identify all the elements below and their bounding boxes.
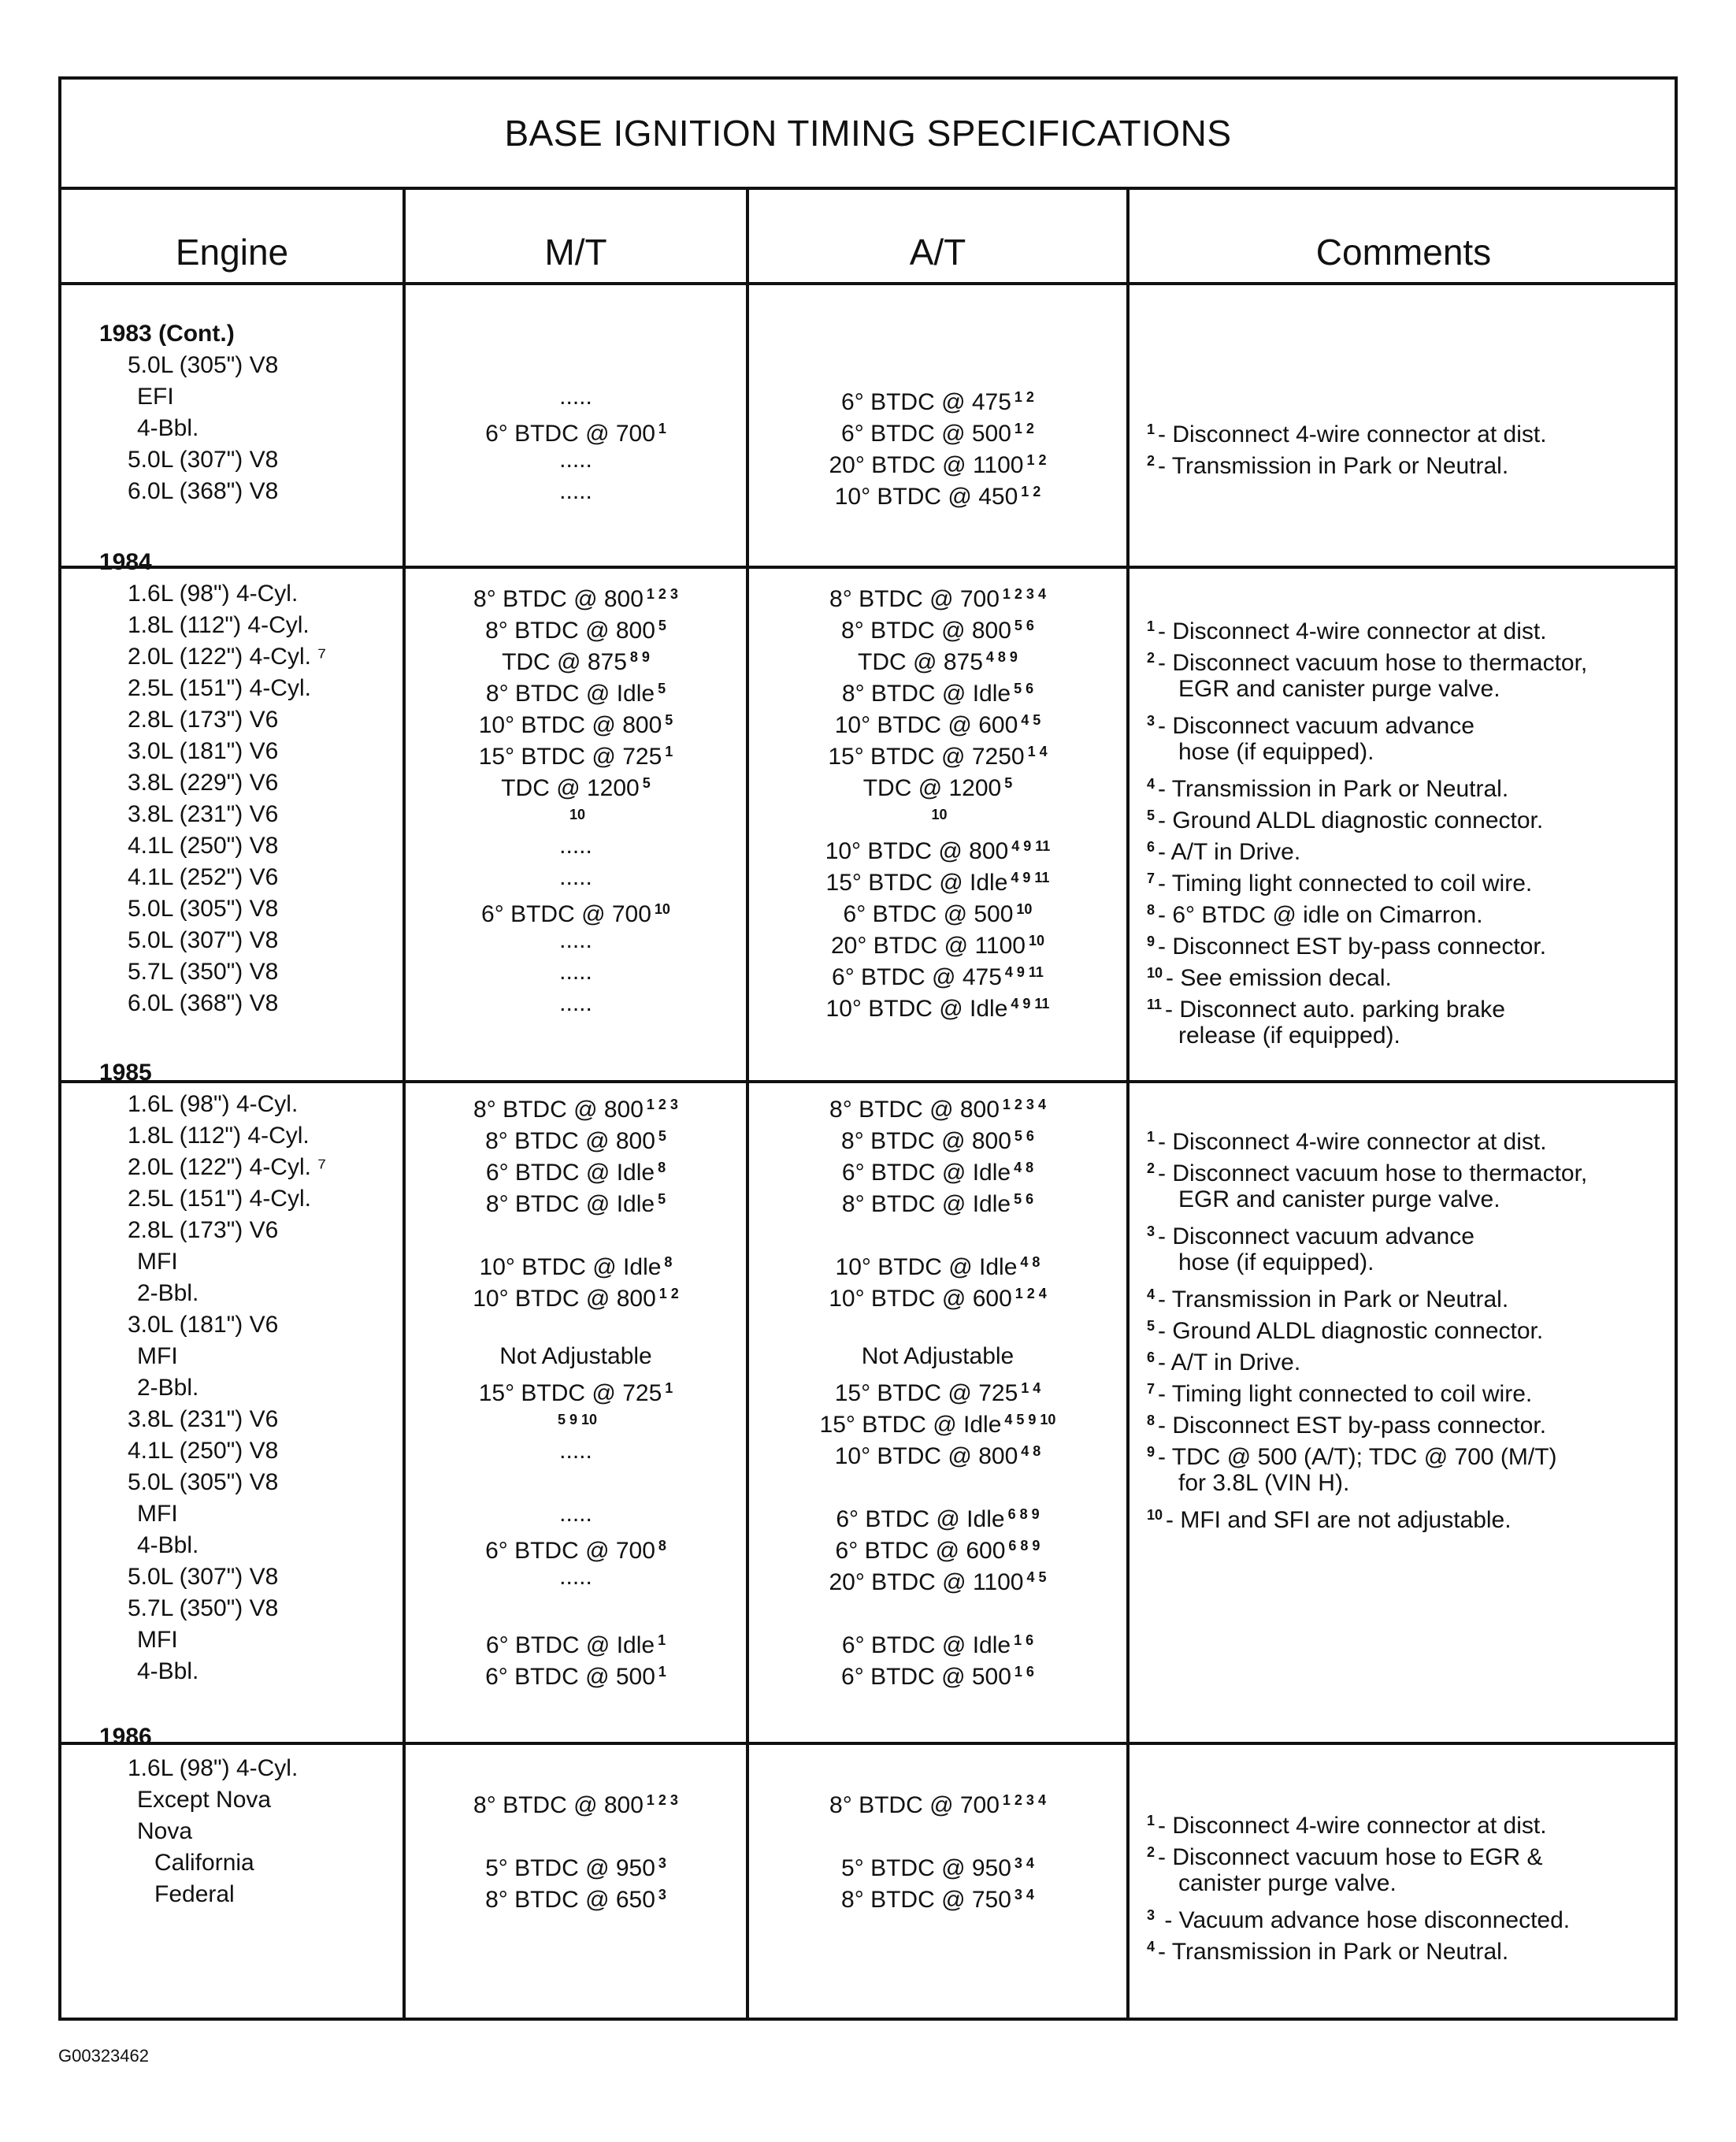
mt-value: TDC @ 875 xyxy=(502,649,627,675)
comment-text: - Disconnect vacuum advance xyxy=(1158,1223,1474,1249)
engine-cell: 4-Bbl. xyxy=(137,1532,199,1558)
comment-text: - Disconnect EST by-pass connector. xyxy=(1158,1413,1547,1439)
footnote-number: 5 xyxy=(1147,1318,1155,1334)
at-value: 6° BTDC @ 500 xyxy=(841,421,1011,447)
comment-text: - Disconnect 4-wire connector at dist. xyxy=(1158,1813,1547,1839)
comment-text: - Disconnect EST by-pass connector. xyxy=(1158,934,1547,960)
footnote-number: 1 xyxy=(1147,421,1155,437)
footnote-ref: 1 xyxy=(665,1380,673,1396)
mt-value: ..... xyxy=(559,384,592,410)
footnote-ref: 1 2 3 4 xyxy=(1002,1097,1046,1112)
mt-cell xyxy=(406,1278,746,1315)
footnote-number: 10 xyxy=(1147,965,1163,981)
footnote-number: 4 xyxy=(1147,776,1155,792)
footnote-ref: 5 9 10 xyxy=(557,1412,598,1427)
footnote-ref: 5 6 xyxy=(1014,1191,1034,1207)
engine-cell: EFI xyxy=(137,384,174,410)
engine-cell: 1.6L (98") 4-Cyl. xyxy=(128,1091,299,1117)
at-value: 20° BTDC @ 1100 xyxy=(830,933,1026,959)
footnote-number: 2 xyxy=(1147,650,1155,666)
footnote-ref: 1 6 xyxy=(1014,1664,1034,1680)
table-title: BASE IGNITION TIMING SPECIFICATIONS xyxy=(61,80,1675,190)
at-value: Not Adjustable xyxy=(861,1343,1015,1369)
at-cell xyxy=(749,1183,1126,1220)
engine-cell: 5.0L (305") V8 xyxy=(128,352,279,378)
comment-text: - Ground ALDL diagnostic connector. xyxy=(1158,807,1544,833)
mt-value: 6° BTDC @ 700 xyxy=(481,901,651,927)
comment-text: - TDC @ 500 (A/T); TDC @ 700 (M/T) xyxy=(1158,1444,1557,1470)
at-value: 10° BTDC @ Idle xyxy=(835,1254,1018,1280)
footnote-ref: 5 6 xyxy=(1014,1128,1034,1144)
at-value: 6° BTDC @ 600 xyxy=(835,1538,1006,1564)
at-value: 8° BTDC @ 800 xyxy=(829,1097,1000,1123)
mt-value: 8° BTDC @ 650 xyxy=(485,1887,655,1913)
footnote-ref: 1 xyxy=(665,744,673,759)
footnote-number: 2 xyxy=(1147,1844,1155,1860)
figure-id: G00323462 xyxy=(58,2046,149,2066)
engine-cell: 1.8L (112") 4-Cyl. xyxy=(128,612,310,638)
footnote-ref: 1 2 3 xyxy=(646,586,678,602)
engine-cell: Except Nova xyxy=(137,1787,272,1813)
mt-value: ..... xyxy=(559,864,592,890)
engine-cell: 5.0L (307") V8 xyxy=(128,1564,279,1590)
footnote-ref: 3 xyxy=(658,1855,666,1871)
footnote-ref: 3 4 xyxy=(1014,1855,1034,1871)
mt-value: 8° BTDC @ 800 xyxy=(473,1792,644,1818)
engine-cell: 4-Bbl. xyxy=(137,1658,199,1684)
section-year: 1984 xyxy=(99,549,152,575)
comment-text: canister purge valve. xyxy=(1178,1870,1397,1896)
at-value: 8° BTDC @ Idle xyxy=(841,681,1011,707)
at-value: 20° BTDC @ 1100 xyxy=(829,1569,1024,1595)
comment-text: hose (if equipped). xyxy=(1178,1249,1374,1275)
mt-value: 6° BTDC @ Idle xyxy=(485,1632,655,1658)
mt-value: Not Adjustable xyxy=(499,1343,652,1369)
engine-cell: 2.8L (173") V6 xyxy=(128,1217,279,1243)
mt-cell xyxy=(406,862,746,893)
footnote-ref: 3 xyxy=(658,1887,666,1903)
comment-text: - Disconnect 4-wire connector at dist. xyxy=(1158,421,1547,447)
mt-cell xyxy=(406,1879,746,1916)
comment-text: - 6° BTDC @ idle on Cimarron. xyxy=(1158,902,1483,928)
engine-cell: 3.0L (181") V6 xyxy=(128,738,279,764)
footnote-ref: 10 xyxy=(1028,933,1045,948)
engine-cell: 5.0L (305") V8 xyxy=(128,1469,279,1495)
footnote-number: 4 xyxy=(1147,1286,1155,1302)
section-divider xyxy=(61,1080,1675,1083)
at-value: 10° BTDC @ 800 xyxy=(825,838,1009,864)
comment-text: - MFI and SFI are not adjustable. xyxy=(1166,1507,1512,1533)
mt-cell xyxy=(406,1656,746,1693)
footnote-ref: 4 9 11 xyxy=(1004,964,1044,980)
footnote-ref: 5 xyxy=(1004,775,1013,791)
at-value: 15° BTDC @ 725 xyxy=(834,1380,1018,1406)
engine-cell: 2.5L (151") 4-Cyl. xyxy=(128,675,311,701)
section-year: 1985 xyxy=(99,1060,152,1086)
footnote-number: 6 xyxy=(1147,1349,1155,1365)
footnote-ref: 5 6 xyxy=(1014,681,1034,696)
footnote-number: 8 xyxy=(1147,1413,1155,1428)
at-value: 6° BTDC @ 500 xyxy=(841,1664,1011,1690)
mt-value: ..... xyxy=(559,833,592,859)
mt-cell xyxy=(406,988,746,1019)
engine-cell: 6.0L (368") V8 xyxy=(128,990,279,1016)
mt-cell xyxy=(406,381,746,413)
at-cell xyxy=(749,1656,1126,1693)
comment-text: - Timing light connected to coil wire. xyxy=(1158,871,1533,897)
footnote-ref: 5 6 xyxy=(1014,618,1034,633)
section-divider xyxy=(61,1742,1675,1745)
engine-cell: 4-Bbl. xyxy=(137,415,199,441)
header-at: A/T xyxy=(909,232,966,273)
footnote-ref: 10 xyxy=(569,807,586,822)
section-year: 1986 xyxy=(99,1724,152,1750)
footnote-number: 1 xyxy=(1147,618,1155,634)
engine-cell: MFI xyxy=(137,1501,178,1527)
mt-value: ..... xyxy=(559,447,592,473)
footnote-ref: 1 2 xyxy=(1021,484,1041,499)
comment-text: - A/T in Drive. xyxy=(1158,839,1301,865)
at-value: 6° BTDC @ 500 xyxy=(843,901,1014,927)
at-value: 6° BTDC @ Idle xyxy=(841,1160,1011,1186)
comment-text: release (if equipped). xyxy=(1178,1023,1400,1049)
section-year: 1983 (Cont.) xyxy=(99,321,235,347)
footnote-ref: 4 8 xyxy=(1021,1443,1041,1459)
section-divider xyxy=(61,566,1675,569)
comment-line xyxy=(1178,1184,1500,1216)
at-value: 8° BTDC @ 700 xyxy=(829,586,1000,612)
mt-value: 10° BTDC @ Idle xyxy=(479,1254,662,1280)
engine-cell: 5.0L (307") V8 xyxy=(128,447,279,473)
footnote-ref: 1 2 3 xyxy=(646,1792,678,1808)
footnote-ref: 4 5 xyxy=(1021,712,1041,728)
engine-cell: 2.8L (173") V6 xyxy=(128,707,279,733)
mt-cell xyxy=(406,956,746,988)
engine-cell: 4.1L (252") V6 xyxy=(128,864,279,890)
footnote-number: 9 xyxy=(1147,1444,1155,1460)
mt-cell xyxy=(406,830,746,862)
mt-cell xyxy=(406,1561,746,1593)
footnote-ref: 5 xyxy=(658,618,666,633)
mt-cell xyxy=(406,1498,746,1530)
mt-value: ..... xyxy=(559,478,592,504)
engine-cell: 1.6L (98") 4-Cyl. xyxy=(128,1755,299,1781)
engine-cell: Nova xyxy=(137,1818,193,1844)
engine-cell: 2-Bbl. xyxy=(137,1375,199,1401)
engine-cell: 5.0L (305") V8 xyxy=(128,896,279,922)
mt-value: 8° BTDC @ Idle xyxy=(485,681,655,707)
mt-value: 5° BTDC @ 950 xyxy=(485,1855,655,1881)
mt-value: TDC @ 1200 xyxy=(501,775,640,801)
comment-text: EGR and canister purge valve. xyxy=(1178,676,1500,702)
footnote-number: 4 xyxy=(1147,1939,1155,1955)
comment-text: - Vacuum advance hose disconnected. xyxy=(1158,1907,1571,1933)
mt-cell xyxy=(406,444,746,476)
footnote-number: 7 xyxy=(1147,871,1155,886)
footnote-number: 1 xyxy=(1147,1129,1155,1145)
at-cell xyxy=(749,1278,1126,1315)
at-value: 8° BTDC @ 700 xyxy=(829,1792,1000,1818)
comment-line xyxy=(1178,1868,1397,1899)
footnote-number: 3 xyxy=(1147,713,1155,729)
footnote-ref: 1 2 3 xyxy=(646,1097,678,1112)
comment-line xyxy=(1147,445,1508,482)
footnote-ref: 1 2 3 4 xyxy=(1002,586,1046,602)
footnote-ref: 8 xyxy=(658,1538,666,1554)
footnote-number: 6 xyxy=(1147,839,1155,855)
footnote-ref: 4 8 9 xyxy=(985,649,1018,665)
footnote-number: 5 xyxy=(1147,807,1155,823)
footnote-ref: 6 8 9 xyxy=(1008,1538,1040,1554)
comment-text: - Ground ALDL diagnostic connector. xyxy=(1158,1318,1544,1344)
footnote-ref: 1 xyxy=(658,1632,666,1648)
footnote-number: 8 xyxy=(1147,902,1155,918)
footnote-ref: 4 5 xyxy=(1026,1569,1047,1585)
footnote-ref: 1 4 xyxy=(1027,744,1048,759)
comment-text: - Disconnect vacuum hose to thermactor, xyxy=(1158,650,1588,676)
at-value: 10° BTDC @ 600 xyxy=(834,712,1018,738)
mt-value: 10° BTDC @ 800 xyxy=(478,712,662,738)
footnote-ref: 4 8 xyxy=(1014,1160,1034,1175)
comment-text: - Transmission in Park or Neutral. xyxy=(1158,1939,1509,1965)
engine-cell: 4.1L (250") V8 xyxy=(128,833,279,859)
footnote-ref: 4 9 11 xyxy=(1011,870,1050,885)
engine-cell: 1.8L (112") 4-Cyl. xyxy=(128,1123,310,1149)
engine-cell: 3.8L (231") V6 xyxy=(128,1406,279,1432)
mt-value: ..... xyxy=(559,990,592,1016)
mt-value: 8° BTDC @ 800 xyxy=(473,1097,644,1123)
mt-value: 6° BTDC @ 700 xyxy=(485,421,655,447)
engine-cell: Federal xyxy=(154,1881,235,1907)
mt-value: 8° BTDC @ Idle xyxy=(485,1191,655,1217)
footnote-ref: 1 6 xyxy=(1014,1632,1034,1648)
at-cell xyxy=(749,1341,1126,1372)
mt-value: 6° BTDC @ Idle xyxy=(485,1160,655,1186)
engine-cell: 4.1L (250") V8 xyxy=(128,1438,279,1464)
mt-value: ..... xyxy=(559,959,592,985)
mt-cell xyxy=(406,1341,746,1372)
engine-cell: 3.8L (229") V6 xyxy=(128,770,279,796)
at-value: TDC @ 875 xyxy=(858,649,983,675)
engine-cell: 5.7L (350") V8 xyxy=(128,959,279,985)
at-value: 6° BTDC @ Idle xyxy=(836,1506,1005,1532)
engine-cell: 3.8L (231") V6 xyxy=(128,801,279,827)
mt-value: 8° BTDC @ 800 xyxy=(485,1128,655,1154)
mt-cell xyxy=(406,1784,746,1821)
engine-cell: MFI xyxy=(137,1627,178,1653)
comment-text: EGR and canister purge valve. xyxy=(1178,1186,1500,1212)
comment-line xyxy=(1147,1499,1512,1536)
at-value: 5° BTDC @ 950 xyxy=(841,1855,1011,1881)
footnote-number: 2 xyxy=(1147,1160,1155,1176)
mt-value: 8° BTDC @ 800 xyxy=(485,618,655,644)
footnote-number: 3 xyxy=(1147,1223,1155,1239)
engine-cell: MFI xyxy=(137,1343,178,1369)
footnote-number: 11 xyxy=(1147,997,1163,1012)
footnote-ref: 5 xyxy=(658,1128,666,1144)
header-comments: Comments xyxy=(1315,232,1492,273)
footnote-ref: 5 xyxy=(658,1191,666,1207)
at-value: 8° BTDC @ 800 xyxy=(841,618,1011,644)
footnote-number: 9 xyxy=(1147,934,1155,949)
at-value: 15° BTDC @ Idle xyxy=(825,870,1008,896)
at-value: 15° BTDC @ Idle xyxy=(819,1412,1002,1438)
footnote-ref: 4 5 9 10 xyxy=(1004,1412,1056,1427)
footnote-ref: 1 4 xyxy=(1021,1380,1041,1396)
comment-line xyxy=(1147,1931,1508,1968)
comment-text: - Disconnect 4-wire connector at dist. xyxy=(1158,618,1547,644)
footnote-ref: 5 xyxy=(642,775,651,791)
comment-text: - See emission decal. xyxy=(1166,965,1392,991)
engine-cell: 3.0L (181") V6 xyxy=(128,1312,279,1338)
comment-line xyxy=(1178,674,1500,705)
footnote-ref: 10 xyxy=(1016,901,1033,917)
engine-cell: 5.0L (307") V8 xyxy=(128,927,279,953)
comment-text: - Transmission in Park or Neutral. xyxy=(1158,776,1509,802)
engine-cell: 2.5L (151") 4-Cyl. xyxy=(128,1186,311,1212)
comment-text: - Disconnect vacuum hose to EGR & xyxy=(1158,1844,1543,1870)
footnote-ref: 1 xyxy=(658,421,666,436)
footnote-ref: 1 2 xyxy=(1014,389,1034,405)
mt-value: 15° BTDC @ 725 xyxy=(478,744,662,770)
comment-text: - Transmission in Park or Neutral. xyxy=(1158,1286,1509,1312)
at-cell xyxy=(749,1879,1126,1916)
footnote-ref: 1 2 xyxy=(658,1286,679,1301)
engine-cell: 1.6L (98") 4-Cyl. xyxy=(128,581,299,607)
at-value: 10° BTDC @ 800 xyxy=(834,1443,1018,1469)
at-value: 20° BTDC @ 1100 xyxy=(829,452,1024,478)
at-cell xyxy=(749,988,1126,1025)
comment-line xyxy=(1178,1247,1374,1279)
footnote-ref: 1 2 xyxy=(1014,421,1034,436)
comment-line xyxy=(1178,737,1374,768)
timing-spec-table xyxy=(58,76,1678,2021)
at-value: 8° BTDC @ Idle xyxy=(841,1191,1011,1217)
footnote-ref: 4 8 xyxy=(1020,1254,1040,1270)
at-value: 6° BTDC @ 475 xyxy=(832,964,1002,990)
comment-text: - Disconnect vacuum hose to thermactor, xyxy=(1158,1160,1588,1186)
at-value: 6° BTDC @ Idle xyxy=(841,1632,1011,1658)
footnote-number: 7 xyxy=(1147,1381,1155,1397)
engine-cell: 2.0L (122") 4-Cyl. ⁷ xyxy=(128,1154,327,1180)
engine-cell: 6.0L (368") V8 xyxy=(128,478,279,504)
mt-value: 10° BTDC @ 800 xyxy=(473,1286,656,1312)
mt-value: 6° BTDC @ 500 xyxy=(485,1664,655,1690)
footnote-ref: 10 xyxy=(654,901,670,917)
comment-text: - Disconnect 4-wire connector at dist. xyxy=(1158,1129,1547,1155)
footnote-ref: 1 2 4 xyxy=(1015,1286,1047,1301)
at-value: 10° BTDC @ 450 xyxy=(834,484,1018,510)
mt-value: 8° BTDC @ 800 xyxy=(473,586,644,612)
mt-value: ..... xyxy=(559,1438,592,1464)
footnote-number: 3 xyxy=(1147,1907,1155,1923)
at-value: 6° BTDC @ 475 xyxy=(841,389,1011,415)
footnote-ref: 4 9 11 xyxy=(1011,996,1050,1012)
comment-text: for 3.8L (VIN H). xyxy=(1178,1470,1350,1496)
footnote-ref: 8 9 xyxy=(629,649,650,665)
footnote-ref: 1 2 3 4 xyxy=(1002,1792,1046,1808)
at-value: 15° BTDC @ 7250 xyxy=(828,744,1025,770)
engine-cell: 2-Bbl. xyxy=(137,1280,199,1306)
at-value: 8° BTDC @ 750 xyxy=(841,1887,1011,1913)
mt-value: 15° BTDC @ 725 xyxy=(478,1380,662,1406)
at-cell xyxy=(749,1435,1126,1472)
comment-text: - Disconnect auto. parking brake xyxy=(1165,997,1505,1023)
comment-text: - A/T in Drive. xyxy=(1158,1349,1301,1375)
comment-text: - Timing light connected to coil wire. xyxy=(1158,1381,1533,1407)
footnote-ref: 8 xyxy=(658,1160,666,1175)
mt-cell xyxy=(406,1183,746,1220)
footnote-ref: 5 xyxy=(658,681,666,696)
header-mt: M/T xyxy=(544,232,607,273)
engine-cell: MFI xyxy=(137,1249,178,1275)
comment-line xyxy=(1178,1020,1400,1052)
engine-cell: California xyxy=(154,1850,254,1876)
footnote-number: 2 xyxy=(1147,453,1155,469)
footnote-number: 10 xyxy=(1147,1507,1163,1523)
engine-cell: 2.0L (122") 4-Cyl. ⁷ xyxy=(128,644,327,670)
at-value: TDC @ 1200 xyxy=(862,775,1002,801)
mt-cell xyxy=(406,1435,746,1467)
mt-value: 6° BTDC @ 700 xyxy=(485,1538,655,1564)
at-value: 8° BTDC @ 800 xyxy=(841,1128,1011,1154)
mt-cell xyxy=(406,476,746,507)
footnote-number: 1 xyxy=(1147,1813,1155,1828)
mt-value: ..... xyxy=(559,927,592,953)
header-engine: Engine xyxy=(175,232,289,273)
comment-text: - Transmission in Park or Neutral. xyxy=(1158,453,1509,479)
at-cell xyxy=(749,1561,1126,1598)
mt-value: ..... xyxy=(559,1564,592,1590)
comment-text: hose (if equipped). xyxy=(1178,739,1374,765)
footnote-ref: 3 4 xyxy=(1014,1887,1034,1903)
comment-text: - Disconnect vacuum advance xyxy=(1158,713,1474,739)
footnote-ref: 1 2 xyxy=(1026,452,1047,468)
footnote-ref: 10 xyxy=(931,807,948,822)
footnote-ref: 4 9 11 xyxy=(1011,838,1051,854)
footnote-ref: 6 8 9 xyxy=(1007,1506,1040,1522)
mt-cell xyxy=(406,925,746,956)
at-cell xyxy=(749,1784,1126,1821)
at-value: 10° BTDC @ Idle xyxy=(825,996,1008,1022)
footnote-ref: 8 xyxy=(664,1254,673,1270)
at-cell xyxy=(749,476,1126,513)
footnote-ref: 5 xyxy=(665,712,673,728)
footnote-ref: 1 xyxy=(658,1664,666,1680)
mt-value: ..... xyxy=(559,1501,592,1527)
engine-cell: 5.7L (350") V8 xyxy=(128,1595,279,1621)
at-value: 10° BTDC @ 600 xyxy=(829,1286,1012,1312)
comment-line xyxy=(1178,1468,1349,1499)
